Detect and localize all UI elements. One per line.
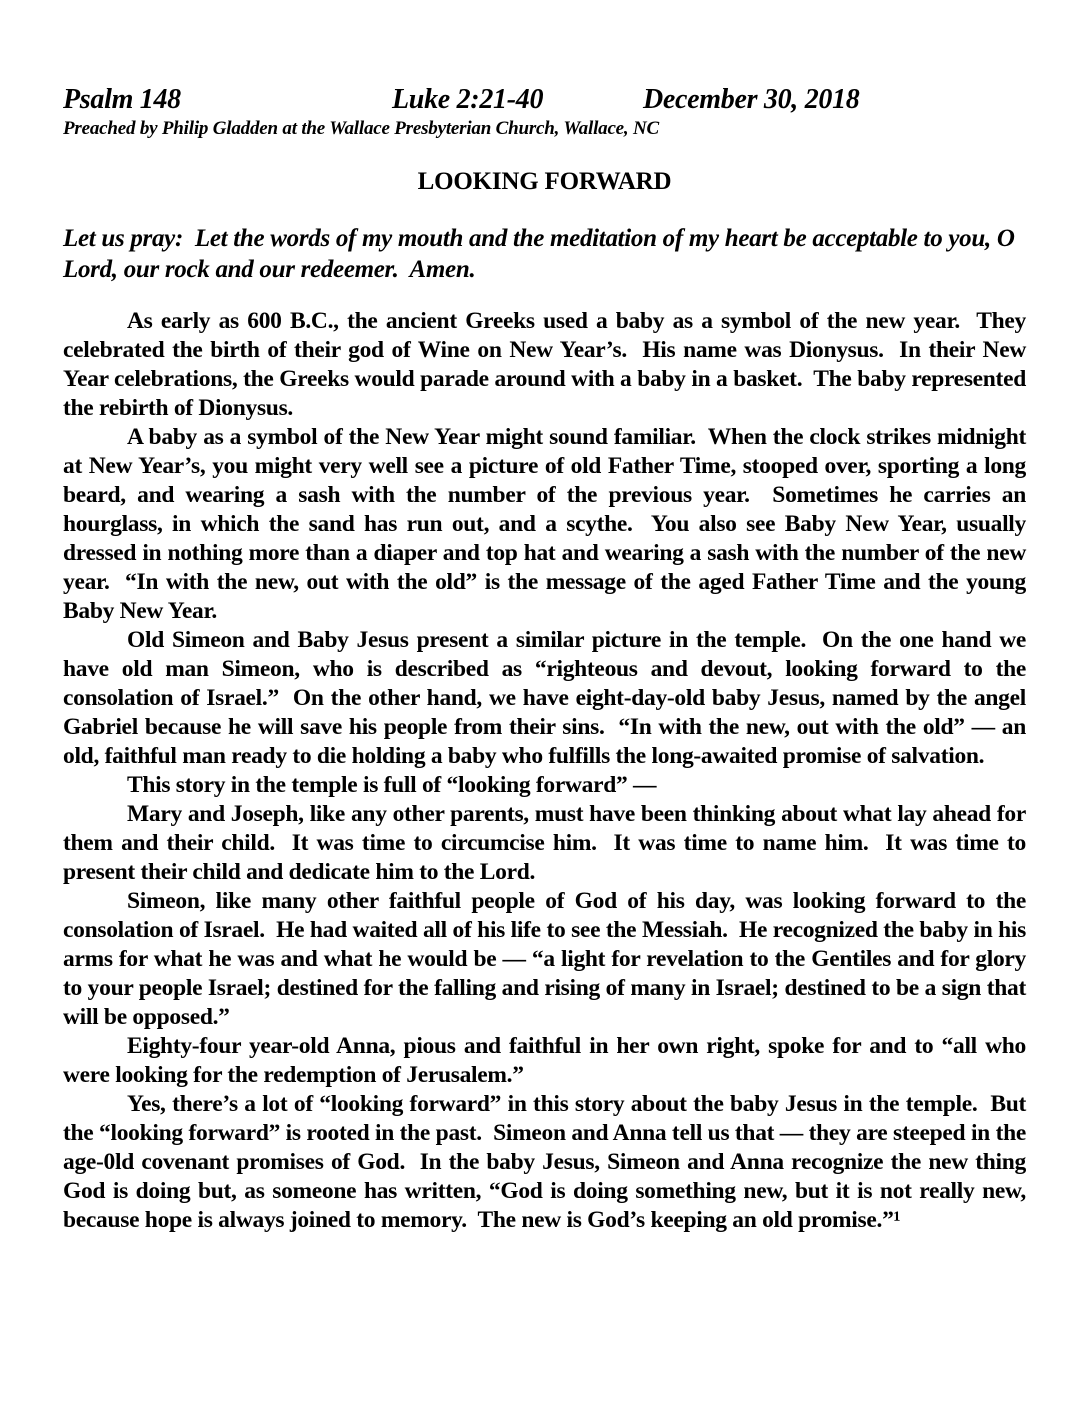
body-paragraph: Eighty-four year-old Anna, pious and faithful in her own right, spoke for and to “all who were looking for the redemption of Jerusalem.” [63,1033,1032,1088]
body-paragraph: Old Simeon and Baby Jesus present a similar picture in the temple. On the one hand we have old man Simeon, who is described as “righteous and devout, looking forward to the consolation of Israel.” On the other hand, we have eight-day-old baby Jesus, named by the angel Gabriel because he will save his people from their sins. “In with the new, out with the old” — an old, faithful man ready to die holding a baby who fulfills the long-awaited promise of salvation. [63,627,1032,769]
gospel-reference: Luke 2:21-40 [392,84,544,115]
scripture-line [63,84,1026,116]
body-paragraph: A baby as a symbol of the New Year might sound familiar. When the clock strikes midnight at New Year’s, you might very well see a picture of old Father Time, stooped over, sporting a long beard, and wearing a sash with the number of the previous year. Sometimes he carries an hourglass, in which the sand has run out, and a scythe. You also see Baby New Year, usually dressed in nothing more than a diaper and top hat and wearing a sash with the number of the new year. “In with the new, out with the old” is the message of the aged Father Time and the young Baby New Year. [63,424,1032,624]
sermon-date: December 30, 2018 [643,84,860,115]
sermon-title: LOOKING FORWARD [417,168,672,195]
body-paragraph: Mary and Joseph, like any other parents, must have been thinking about what lay ahead for them and their child. It was time to circumcise him. It was time to name him. It was time to present their child and dedicate him to the Lord. [63,801,1032,885]
body-paragraph: Yes, there’s a lot of “looking forward” in this story about the baby Jesus in the temple. But the “looking forward” is rooted in the past. Simeon and Anna tell us that — they are steeped in the age-0ld covenant promises of God. In the baby Jesus, Simeon and Anna recognize the new thing God is doing but, as someone has written, “God is doing something new, but it is not really new, because hope is always joined to memory. The new is God’s keeping an old promise.”¹ [63,1091,1032,1233]
preacher-byline: Preached by Philip Gladden at the Wallace Presbyterian Church, Wallace, NC [63,118,660,139]
body-paragraph: Simeon, like many other faithful people of God of his day, was looking forward to the consolation of Israel. He had waited all of his life to see the Messiah. He recognized the baby in his arms for what he was and what he would be — “a light for revelation to the Gentiles and for glory to your people Israel; destined for the falling and rising of many in Israel; destined to be a sign that will be opposed.” [63,888,1032,1030]
document-header [63,84,1026,140]
opening-prayer: Let us pray: Let the words of my mouth and the meditation of my heart be acceptable to you, O Lord, our rock and our redeemer. Amen. [63,225,1021,283]
psalm-reference: Psalm 148 [63,84,181,115]
body-paragraph: As early as 600 B.C., the ancient Greeks used a baby as a symbol of the new year. They celebrated the birth of their god of Wine on New Year’s. His name was Dionysus. In their New Year celebrations, the Greeks would parade around with a baby in a basket. The baby represented the rebirth of Dionysus. [63,308,1032,421]
body-paragraph: This story in the temple is full of “looking forward” — [127,772,657,798]
sermon-body [63,307,1032,1235]
